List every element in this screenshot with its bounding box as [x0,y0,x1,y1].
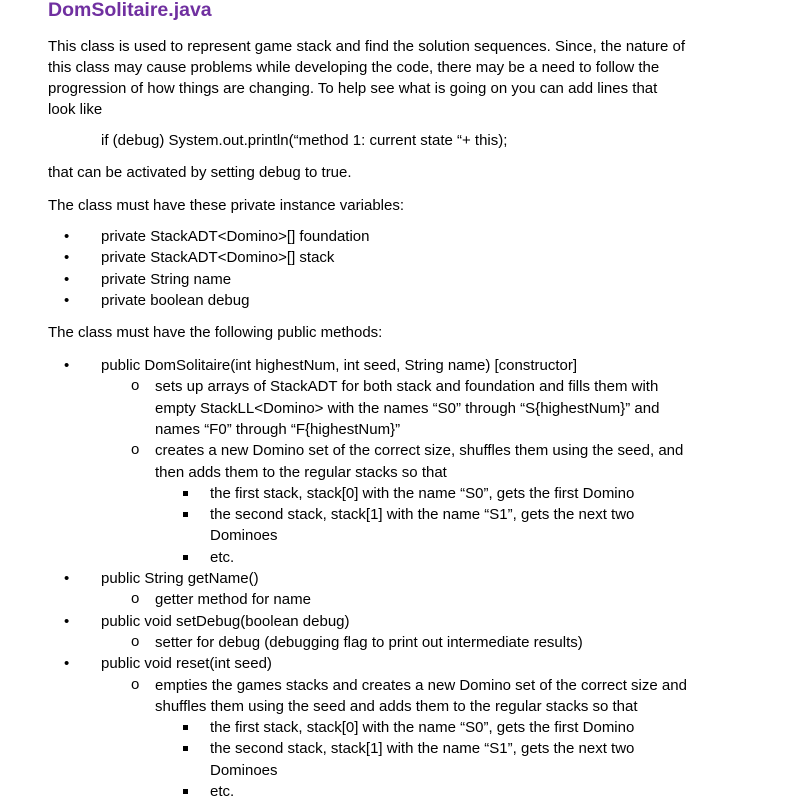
intro-line-4: look like [48,101,103,118]
code-example-line: if (debug) System.out.println(“method 1: current state “+ this); [101,132,508,149]
bullet-icon: • [64,249,70,267]
method-detail-line: sets up arrays of StackADT for both stack and foundation and fills them with [155,378,659,396]
method-subdetail-line: the second stack, stack[1] with the name “S1”, gets the next two [210,506,635,524]
method-detail-line: empties the games stacks and creates a new Domino set of the correct size and [155,676,687,694]
method-signature: public DomSolitaire(int highestNum, int seed, String name) [constructor] [101,357,578,374]
method-detail-line: names “F0” through “F{highestNum}” [155,420,401,438]
method-detail-line: empty StackLL<Domino> with the names “S0” through “S{highestNum}” and [155,399,660,417]
intro-line-1: This class is used to represent game stack and find the solution sequences. Since, the nature of [48,38,686,55]
method-detail-line: shuffles them using the seed and adds them to the regular stacks so that [155,697,638,715]
bullet-icon: • [64,270,70,288]
square-bullet-icon [183,491,188,496]
variable-item: private boolean debug [101,291,250,309]
hollow-circle-bullet-icon: o [131,675,140,693]
hollow-circle-bullet-icon: o [131,441,140,459]
method-detail-line: creates a new Domino set of the correct size, shuffles them using the seed, and [155,442,684,460]
method-subdetail-line: the first stack, stack[0] with the name “S0”, gets the first Domino [210,484,635,502]
hollow-circle-bullet-icon: o [131,377,140,395]
methods-heading: The class must have the following public methods: [48,324,383,341]
intro-line-2: this class may cause problems while developing the code, there may be a need to follow the [48,59,660,76]
bullet-icon: • [64,291,70,309]
method-subdetail-line: etc. [210,548,235,566]
bullet-icon: • [64,357,70,374]
activated-line: that can be activated by setting debug to true. [48,164,352,181]
square-bullet-icon [183,512,188,517]
method-subdetail-line: Dominoes [210,527,278,545]
square-bullet-icon [183,725,188,730]
method-subdetail-line: the second stack, stack[1] with the name “S1”, gets the next two [210,740,635,758]
method-detail-line: then adds them to the regular stacks so that [155,463,447,481]
method-subdetail-line: the first stack, stack[0] with the name “S0”, gets the first Domino [210,719,635,737]
method-signature: public void setDebug(boolean debug) [101,612,350,630]
square-bullet-icon [183,789,188,794]
intro-line-3: progression of how things are changing. To help see what is going on you can add lines that [48,80,658,97]
page-title: DomSolitaire.java [48,0,212,21]
square-bullet-icon [183,746,188,751]
hollow-circle-bullet-icon: o [131,632,140,650]
method-subdetail-line: Dominoes [210,761,278,779]
method-signature: public String getName() [101,570,259,587]
method-signature: public void reset(int seed) [101,655,272,673]
square-bullet-icon [183,555,188,560]
bullet-icon: • [64,612,70,630]
variable-item: private String name [101,270,232,288]
method-detail-line: setter for debug (debugging flag to print out intermediate results) [155,633,583,651]
variables-heading: The class must have these private instance variables: [48,197,405,214]
bullet-icon: • [64,655,70,673]
bullet-icon: • [64,228,70,245]
hollow-circle-bullet-icon: o [131,590,140,608]
variable-item: private StackADT<Domino>[] stack [101,249,335,267]
method-subdetail-line: etc. [210,783,235,800]
method-detail-line: getter method for name [155,591,311,609]
variable-item: private StackADT<Domino>[] foundation [101,228,370,245]
bullet-icon: • [64,570,70,587]
